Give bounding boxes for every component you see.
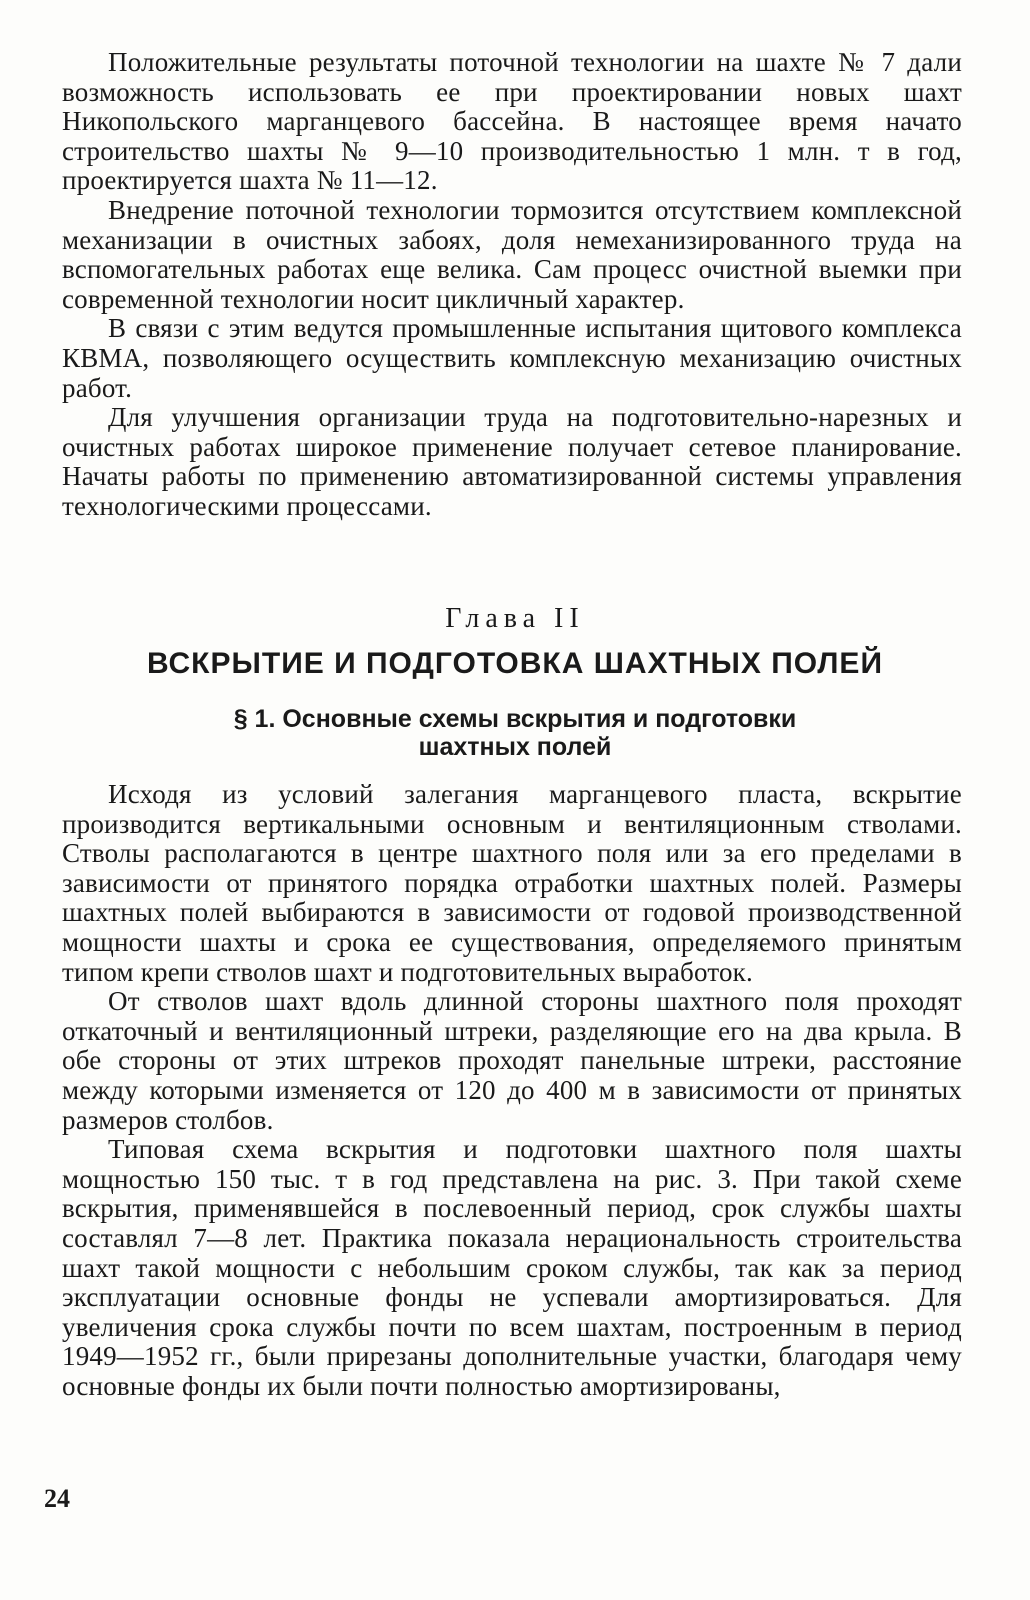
page-number: 24: [44, 1484, 70, 1513]
paragraph: Внедрение поточной технологии тормозится отсутствием комплексной механизации в очистных забоях, доля немеханизированного труда на вспомогательных работах еще велика. Сам процесс очистной выемки при современной технологии носит цикличный характер.: [62, 194, 962, 314]
body-text-bottom: [62, 780, 962, 1401]
chapter-title: ВСКРЫТИЕ И ПОДГОТОВКА ШАХТНЫХ ПОЛЕЙ: [146, 647, 883, 680]
section-title: § 1. Основные схемы вскрытия и подготовки шахтных полей: [233, 705, 797, 761]
paragraph: От стволов шахт вдоль длинной стороны шахтного поля проходят откаточный и вентиляционный штреки, разделяющие его на два крыла. В обе стороны от этих штреков проходят панельные штреки, расстояние между которыми изменяется от 120 до 400 м в зависимости от принятых размеров столбов.: [62, 986, 962, 1135]
chapter-label: Глава II: [445, 603, 585, 634]
paragraph: Для улучшения организации труда на подготовительно-нарезных и очистных работах широкое применение получает сетевое планирование. Начаты работы по применению автоматизированной системы управления технологическими процессами.: [62, 402, 962, 521]
paragraph: Исходя из условий залегания марганцевого пласта, вскрытие производится вертикальными основным и вентиляционным стволами. Стволы располагаются в центре шахтного поля или за его пределами в зависимости от принятого порядка отработки шахтных полей. Размеры шахтных полей выбираются в зависимости от годовой производственной мощности шахты и срока ее существования, определяемого принятым типом крепи стволов шахт и подготовительных выработок.: [62, 779, 962, 987]
body-text-top: [62, 48, 962, 522]
paragraph: Положительные результаты поточной технологии на шахте № 7 дали возможность использовать ее при проектировании новых шахт Никопольского марганцевого бассейна. В настоящее время начато строительство шахты № 9—10 производительностью 1 млн. т в год, проектируется шахта № 11—12.: [62, 47, 962, 196]
paragraph: В связи с этим ведутся промышленные испытания щитового комплекса КВМА, позволяющего осуществить комплексную механизацию очистных работ.: [62, 313, 962, 403]
paragraph: Типовая схема вскрытия и подготовки шахтного поля шахты мощностью 150 тыс. т в год представлена на рис. 3. При такой схеме вскрытия, применявшейся в послевоенный период, срок службы шахты составлял 7—8 лет. Практика показала нерациональность строительства шахт такой мощности с небольшим сроком службы, так как за период эксплуатации основные фонды не успевали амортизироваться. Для увеличения срока службы почти по всем шахтам, построенным в период 1949—1952 гг., были прирезаны дополнительные участки, благодаря чему основные фонды их были почти полностью амортизированы,: [62, 1134, 962, 1401]
